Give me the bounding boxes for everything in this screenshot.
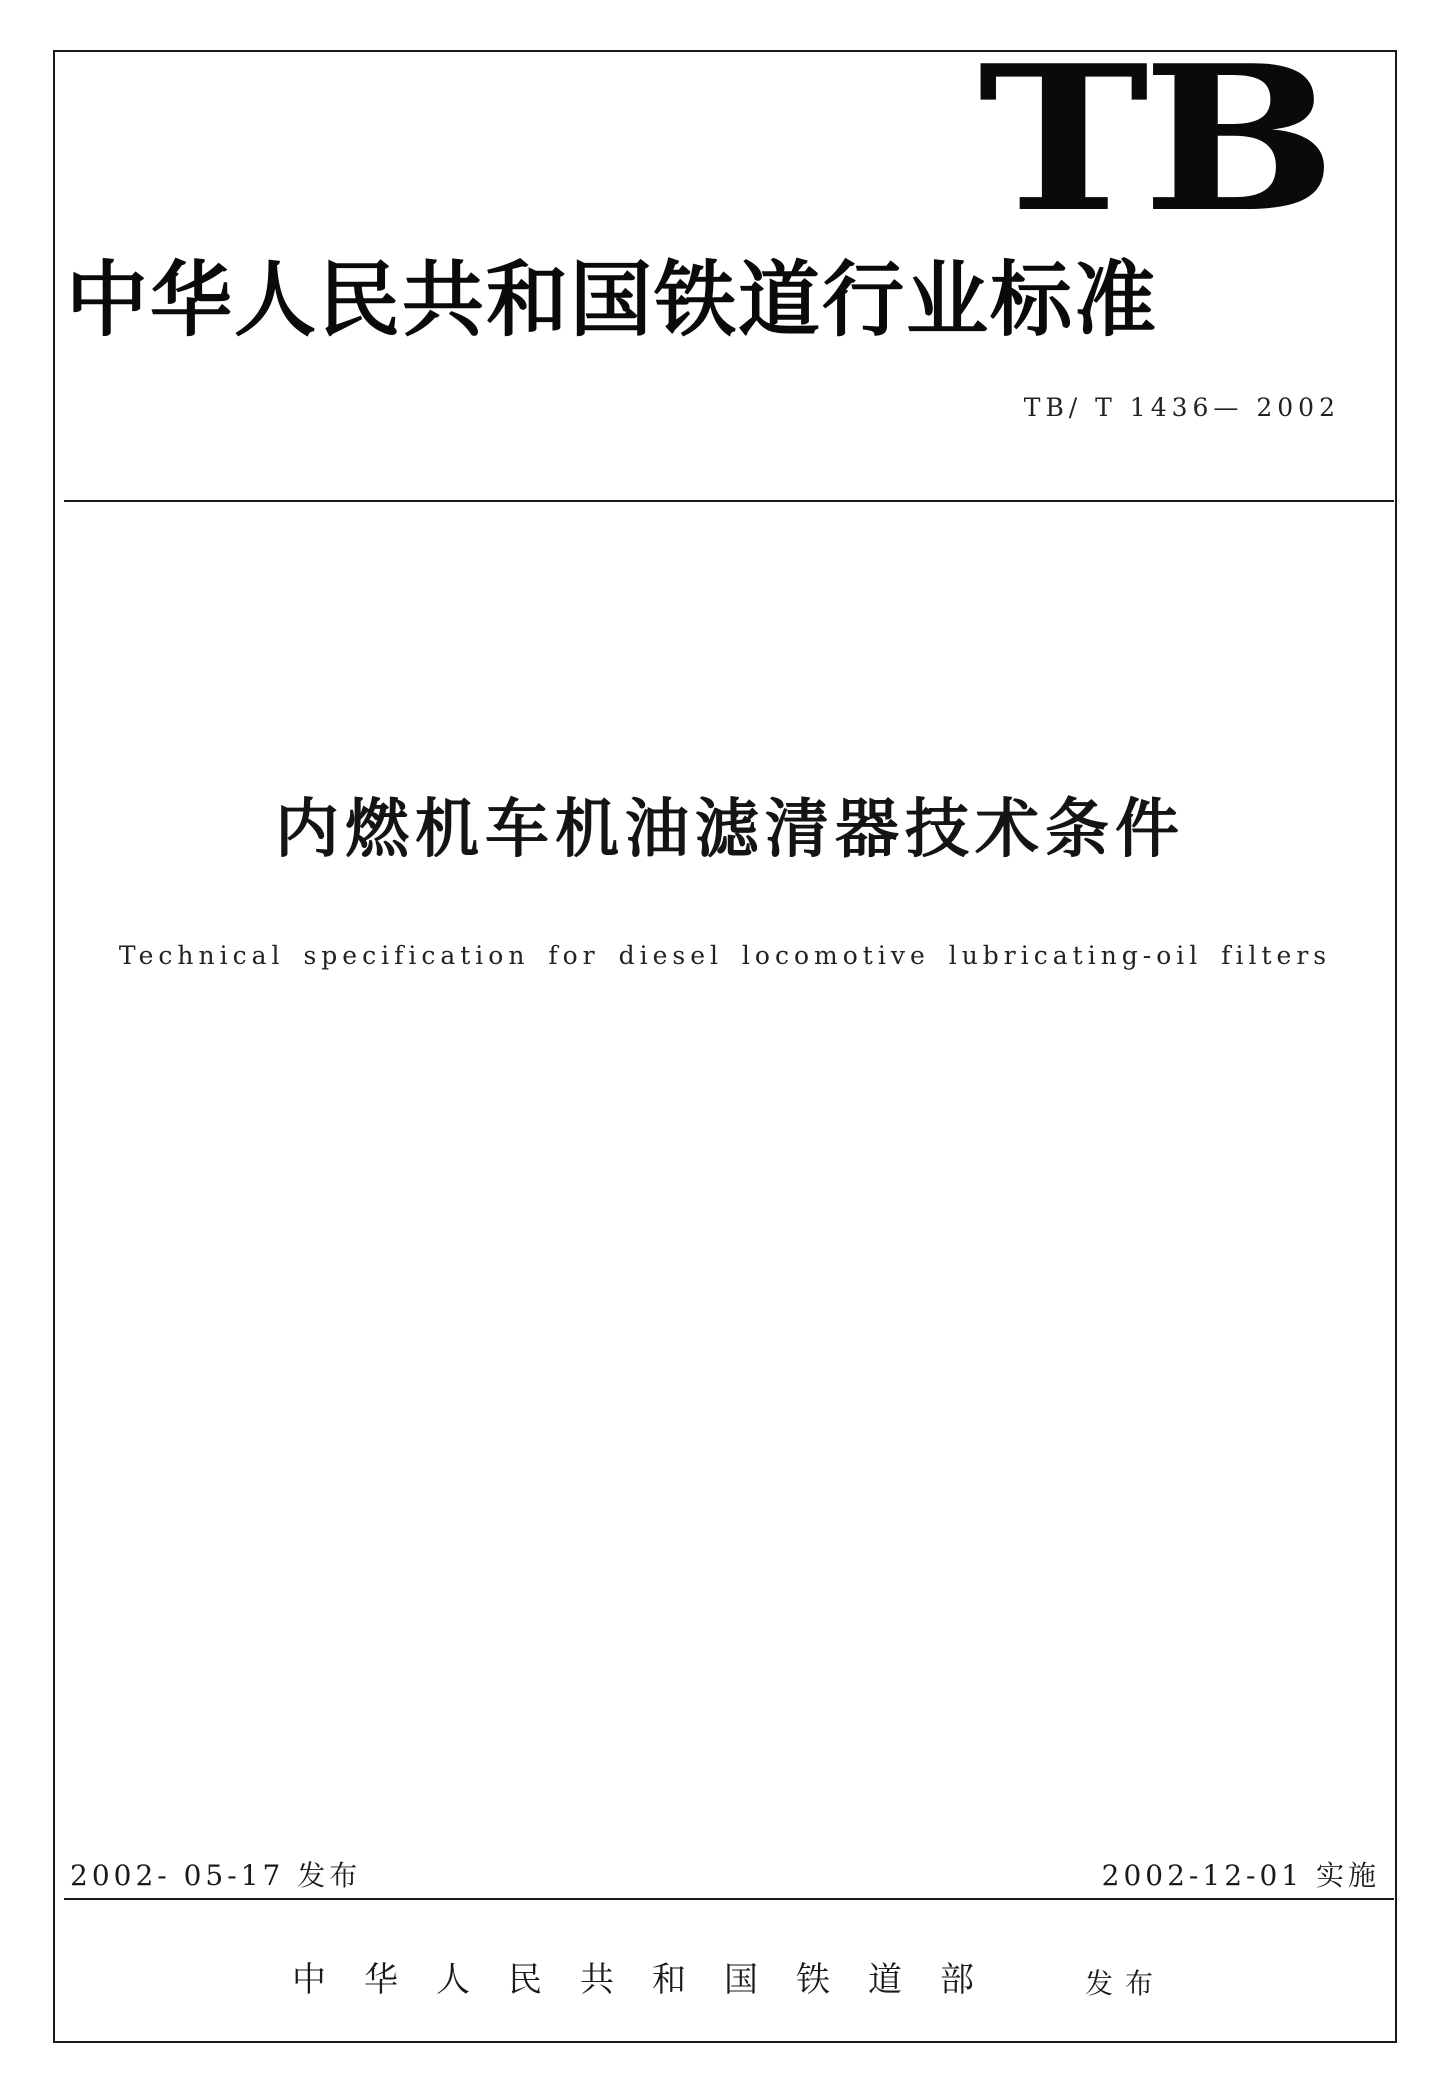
document-title-chinese: 内燃机车机油滤清器技术条件 <box>275 793 1185 867</box>
implementation-date: 2002-12-01 实施 <box>1101 1859 1380 1892</box>
footer-divider <box>64 1898 1394 1900</box>
page-border <box>53 50 1397 2043</box>
document-title-english: Technical specification for diesel locomotive lubricating-oil filters <box>118 941 1332 970</box>
industry-standard-title: 中华人民共和国铁道行业标准 <box>66 252 1159 348</box>
issuing-action: 发布 <box>1085 1967 1166 2000</box>
issuing-authority: 中华人民共和国铁道部 <box>292 1960 1012 2000</box>
issue-date: 2002- 05-17 发布 <box>70 1859 362 1892</box>
tb-logo: TB <box>978 22 1330 257</box>
standard-number: TB/ T 1436— 2002 <box>1023 393 1340 422</box>
header-divider <box>64 500 1394 502</box>
